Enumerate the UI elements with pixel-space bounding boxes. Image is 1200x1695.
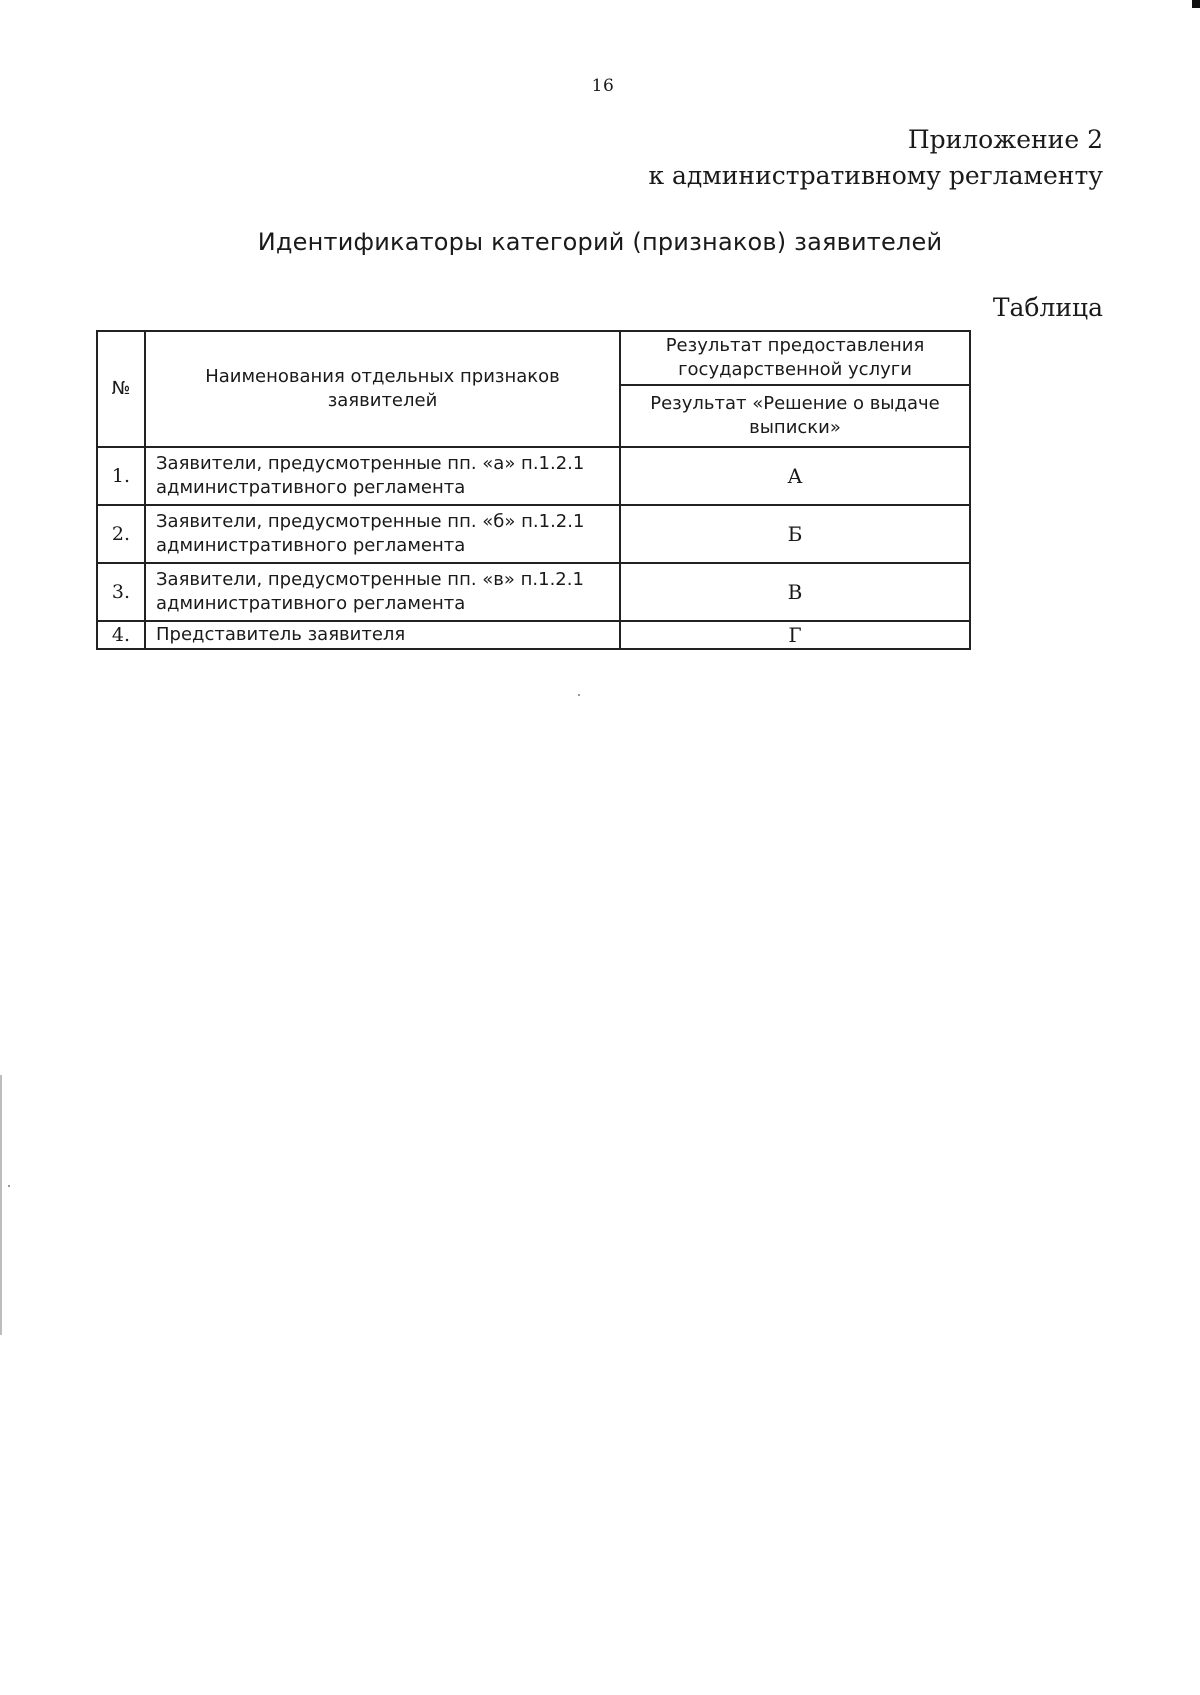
table-row	[97, 621, 970, 649]
scan-edge-artifact	[0, 1075, 2, 1335]
header-name: Наименования отдельных признаков заявителей	[145, 331, 620, 447]
identifiers-table	[96, 330, 971, 650]
row-code: Б	[620, 505, 970, 563]
appendix-header	[648, 122, 1103, 194]
row-name: Заявители, предусмотренные пп. «в» п.1.2.1 административного регламента	[145, 563, 620, 621]
header-result-sub: Результат «Решение о выдаче выписки»	[620, 385, 970, 447]
row-code: А	[620, 447, 970, 505]
row-name: Заявители, предусмотренные пп. «б» п.1.2.1 административного регламента	[145, 505, 620, 563]
row-name: Представитель заявителя	[145, 621, 620, 649]
appendix-line-2: к административному регламенту	[648, 161, 1103, 190]
page-number: 16	[591, 76, 615, 96]
appendix-line-1: Приложение 2	[907, 125, 1103, 154]
row-code: В	[620, 563, 970, 621]
row-code: Г	[620, 621, 970, 649]
table-header-row	[97, 331, 970, 385]
header-num: №	[97, 331, 145, 447]
header-result-group: Результат предоставления государственной услуги	[620, 331, 970, 385]
table-label: Таблица	[992, 293, 1103, 322]
row-number: 2.	[97, 505, 145, 563]
row-name: Заявители, предусмотренные пп. «а» п.1.2.1 административного регламента	[145, 447, 620, 505]
table-row	[97, 563, 970, 621]
scan-mark	[1192, 0, 1200, 8]
scan-speck	[578, 694, 580, 696]
document-title: Идентификаторы категорий (признаков) заявителей	[257, 228, 943, 256]
table-row	[97, 447, 970, 505]
row-number: 4.	[97, 621, 145, 649]
scan-speck	[8, 1185, 10, 1187]
row-number: 1.	[97, 447, 145, 505]
row-number: 3.	[97, 563, 145, 621]
table-row	[97, 505, 970, 563]
